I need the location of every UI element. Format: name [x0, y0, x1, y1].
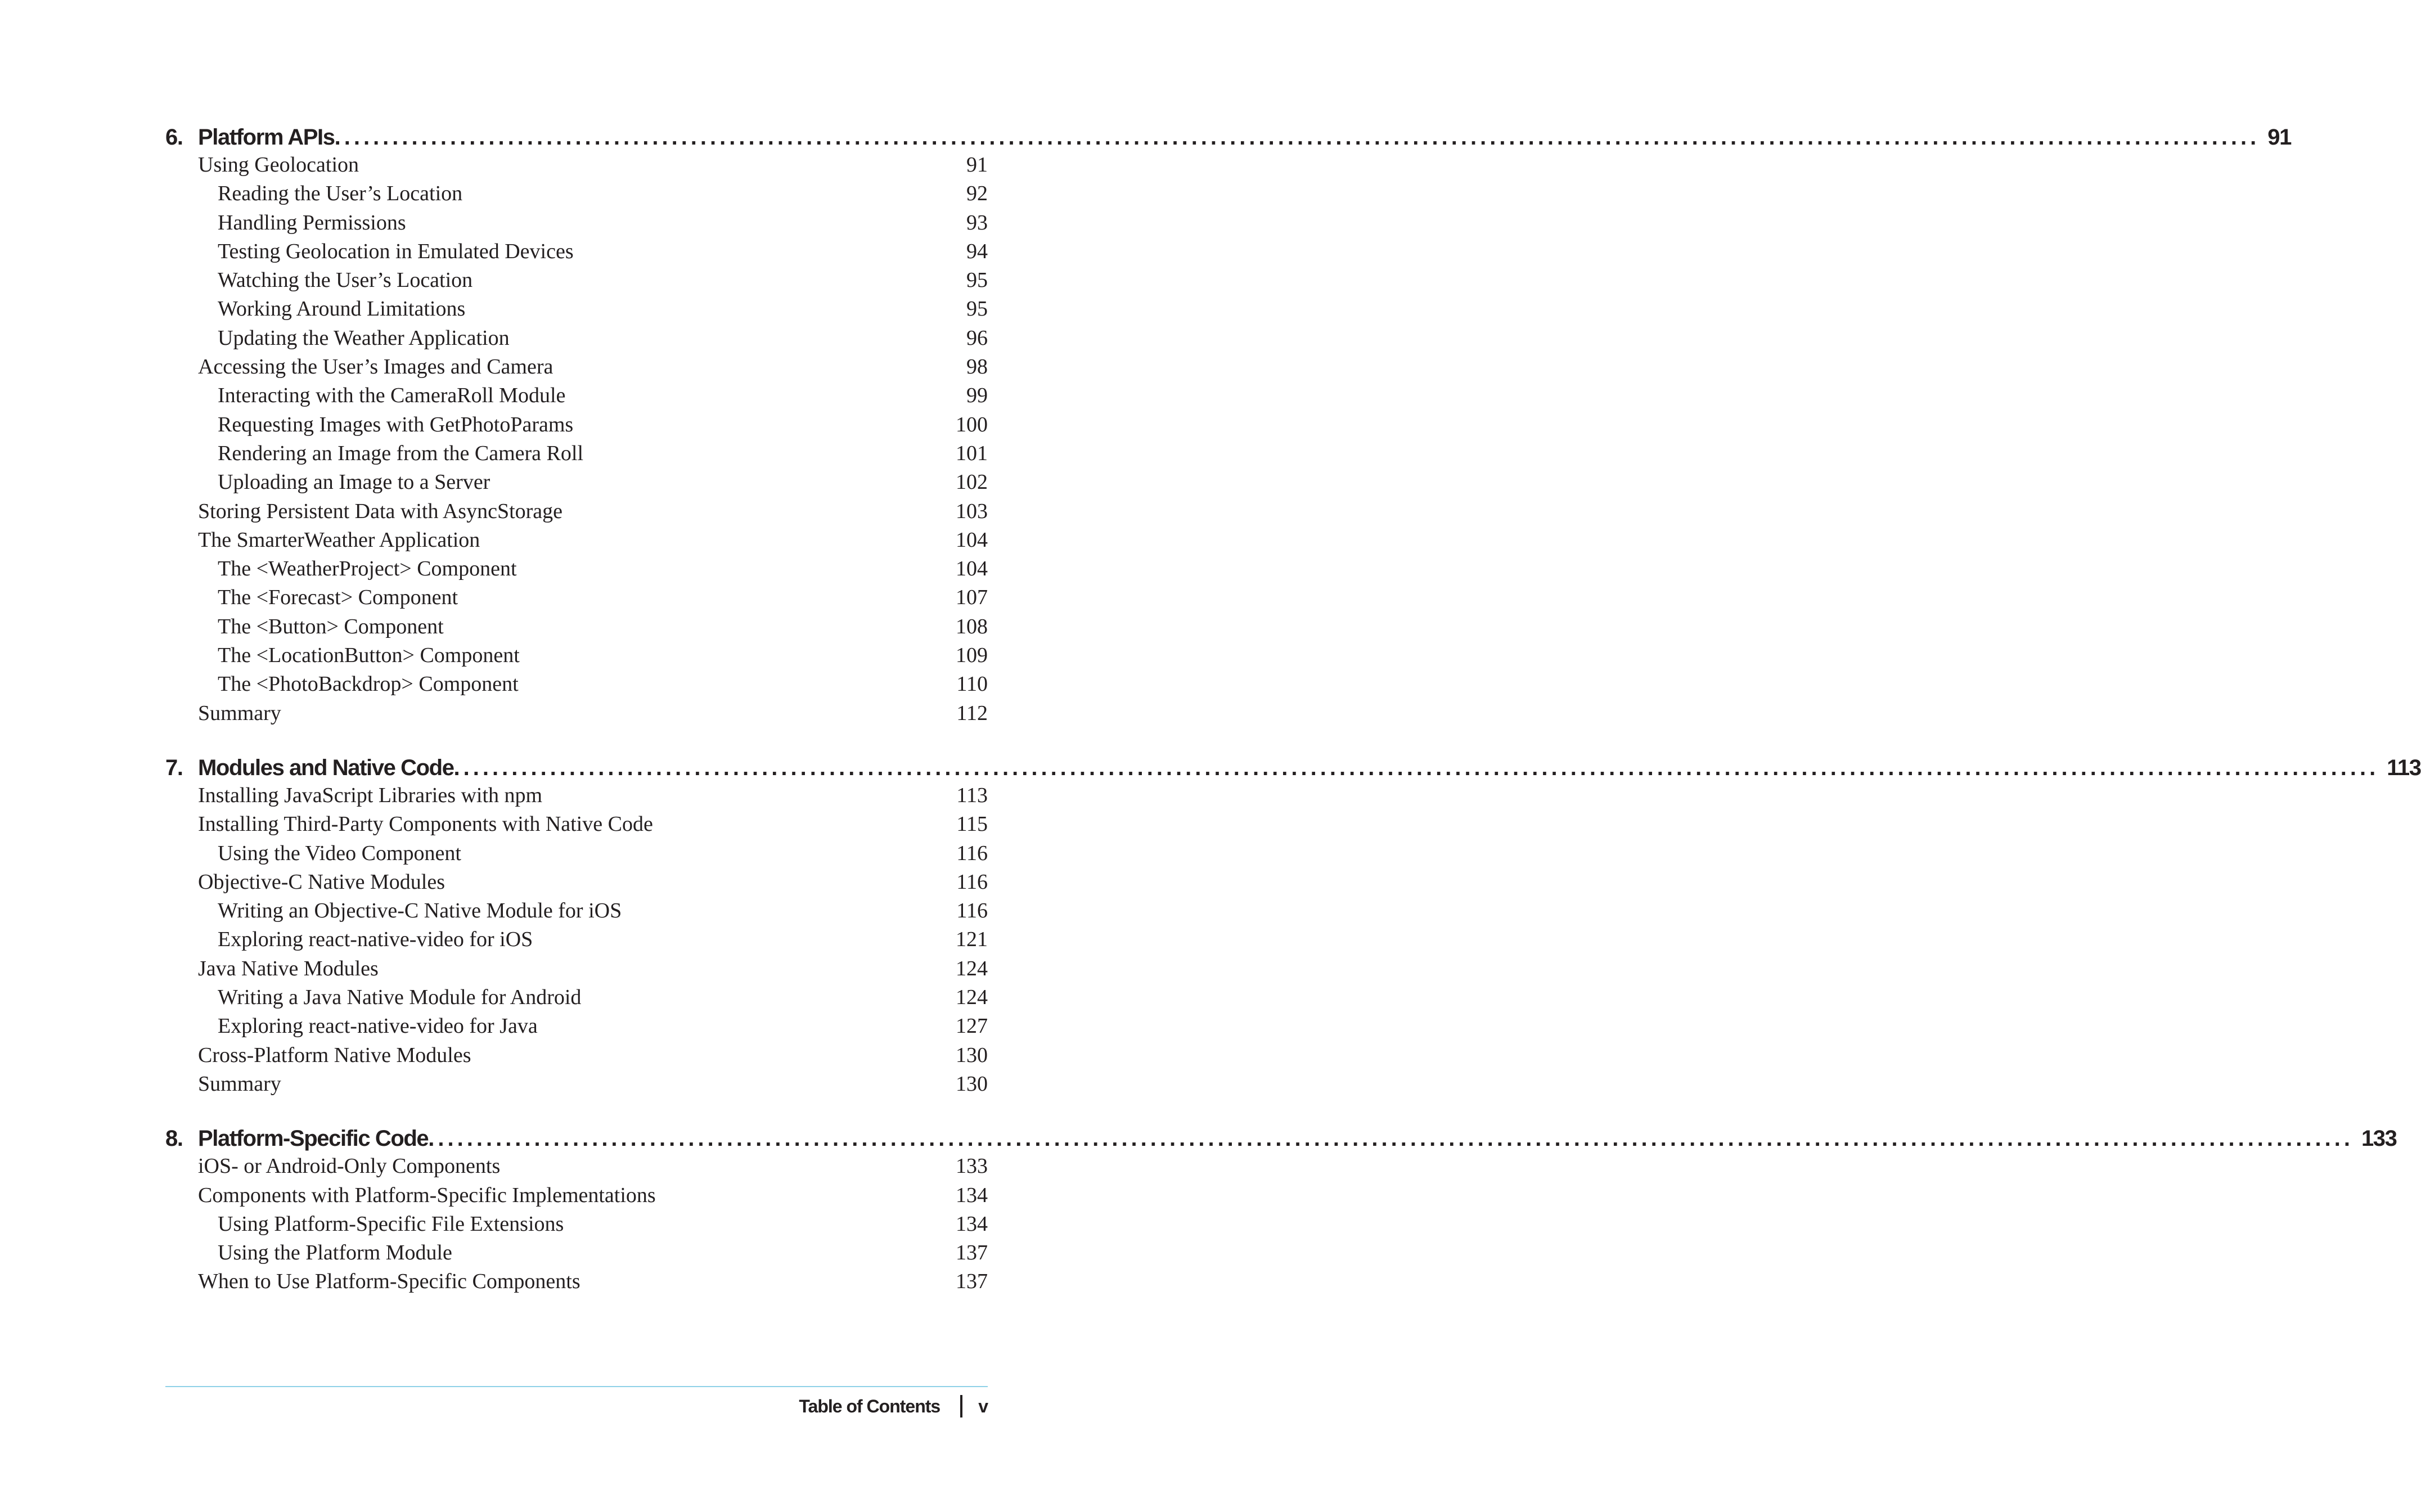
entry-page-number: 94 — [966, 239, 988, 263]
entry-page-number: 137 — [956, 1270, 988, 1294]
entry-page-number: 101 — [956, 441, 988, 465]
entry-page-number: 93 — [966, 210, 988, 235]
entry-title: Java Native Modules — [198, 956, 379, 980]
toc-subsection[interactable] — [165, 236, 988, 265]
entry-title: iOS- or Android-Only Components — [198, 1154, 501, 1178]
entry-title: Summary — [198, 701, 281, 725]
entry-title: Watching the User’s Location — [218, 268, 473, 292]
entry-page-number: 116 — [956, 841, 988, 865]
toc-subsection[interactable] — [165, 982, 988, 1011]
toc-subsection[interactable] — [165, 838, 988, 867]
toc-subsection[interactable] — [165, 640, 988, 669]
chapter-number: 7. — [165, 755, 183, 780]
entry-page-number: 91 — [966, 153, 988, 177]
entry-title: Rendering an Image from the Camera Roll — [218, 441, 584, 465]
toc-subsection[interactable] — [165, 1011, 988, 1040]
toc-section[interactable] — [165, 867, 988, 896]
toc-section[interactable] — [165, 496, 988, 525]
entry-title: Uploading an Image to a Server — [218, 470, 490, 494]
chapter-title: Platform-Specific Code — [198, 1126, 429, 1151]
toc-subsection[interactable] — [165, 294, 988, 322]
entry-page-number: 124 — [956, 956, 988, 980]
entry-title: Accessing the User’s Images and Camera — [198, 355, 554, 379]
entry-page-number: 127 — [956, 1014, 988, 1038]
page-footer — [799, 1395, 988, 1418]
entry-page-number: 115 — [956, 812, 988, 836]
entry-page-number: 100 — [956, 412, 988, 436]
toc-subsection[interactable] — [165, 467, 988, 496]
footer-separator — [960, 1395, 962, 1418]
chapter-page-number: 91 — [2267, 125, 2291, 150]
entry-page-number: 95 — [966, 297, 988, 321]
toc-subsection[interactable] — [165, 265, 988, 294]
entry-page-number: 124 — [956, 986, 988, 1010]
entry-page-number: 130 — [956, 1043, 988, 1067]
entry-title: Using Platform-Specific File Extensions — [218, 1212, 564, 1236]
entry-title: The <LocationButton> Component — [218, 644, 520, 668]
entry-title: Handling Permissions — [218, 210, 406, 235]
entry-title: Storing Persistent Data with AsyncStorage — [198, 499, 563, 523]
toc-subsection[interactable] — [165, 438, 988, 467]
toc-subsection[interactable] — [165, 582, 988, 611]
toc-section[interactable] — [165, 1151, 988, 1180]
entry-title: Requesting Images with GetPhotoParams — [218, 412, 574, 436]
entry-page-number: 113 — [956, 783, 988, 807]
toc-subsection[interactable] — [165, 1209, 988, 1238]
entry-page-number: 134 — [956, 1212, 988, 1236]
entry-page-number: 99 — [966, 384, 988, 408]
entry-page-number: 108 — [956, 614, 988, 638]
toc-section[interactable] — [165, 1069, 988, 1097]
entry-title: The <Forecast> Component — [218, 586, 458, 610]
toc-section[interactable] — [165, 1180, 988, 1209]
toc-subsection[interactable] — [165, 323, 988, 352]
entry-title: Using the Video Component — [218, 841, 461, 865]
entry-page-number: 96 — [966, 326, 988, 350]
entry-page-number: 134 — [956, 1183, 988, 1207]
entry-page-number: 121 — [956, 928, 988, 952]
dot-leader: ........................................................................................................................................................................................................ — [428, 1126, 2354, 1151]
entry-title: Interacting with the CameraRoll Module — [218, 384, 566, 408]
chapter-title-row — [198, 755, 2421, 781]
entry-title: Reading the User’s Location — [218, 182, 463, 206]
toc-subsection[interactable] — [165, 1238, 988, 1266]
toc-chapter[interactable] — [165, 1122, 2397, 1151]
entry-page-number: 92 — [966, 182, 988, 206]
entry-title: Writing a Java Native Module for Android — [218, 986, 582, 1010]
chapter-page-number: 133 — [2361, 1126, 2397, 1151]
toc-section[interactable] — [165, 150, 988, 178]
entry-title: The <PhotoBackdrop> Component — [218, 672, 519, 696]
entry-page-number: 130 — [956, 1072, 988, 1096]
entry-title: Testing Geolocation in Emulated Devices — [218, 239, 574, 263]
footer-page-number: v — [978, 1396, 988, 1416]
chapter-title: Modules and Native Code — [198, 755, 454, 780]
entry-page-number: 116 — [956, 899, 988, 923]
entry-page-number: 103 — [956, 499, 988, 523]
entry-title: The <WeatherProject> Component — [218, 557, 517, 581]
entry-title: Using Geolocation — [198, 153, 359, 177]
toc-chapter[interactable] — [165, 752, 2421, 780]
toc-section[interactable] — [165, 1040, 988, 1069]
entry-title: Working Around Limitations — [218, 297, 466, 321]
entry-title: Exploring react-native-video for Java — [218, 1014, 538, 1038]
chapter-page-number: 113 — [2387, 755, 2421, 780]
entry-page-number: 98 — [966, 355, 988, 379]
entry-page-number: 110 — [956, 672, 988, 696]
entry-page-number: 133 — [956, 1154, 988, 1178]
chapter-title: Platform APIs — [198, 125, 335, 150]
toc-section[interactable] — [165, 525, 988, 554]
toc-subsection[interactable] — [165, 410, 988, 438]
toc-chapter[interactable] — [165, 121, 2291, 150]
entry-title: Installing Third-Party Components with Native Code — [198, 812, 653, 836]
entry-title: Objective-C Native Modules — [198, 870, 446, 894]
footer-rule — [165, 1386, 988, 1387]
toc-section[interactable] — [165, 809, 988, 838]
entry-page-number: 109 — [956, 644, 988, 668]
entry-title: Writing an Objective-C Native Module for iOS — [218, 899, 622, 923]
table-of-contents — [165, 121, 2421, 1295]
entry-page-number: 102 — [956, 470, 988, 494]
dot-leader: ........................................................................................................................................................................................................ — [453, 755, 2379, 780]
entry-title: When to Use Platform-Specific Components — [198, 1270, 580, 1294]
footer-label: Table of Contents — [799, 1396, 940, 1416]
toc-subsection[interactable] — [165, 178, 988, 207]
entry-title: Installing JavaScript Libraries with npm — [198, 783, 543, 807]
toc-subsection[interactable] — [165, 669, 988, 698]
entry-page-number: 104 — [956, 557, 988, 581]
toc-section[interactable] — [165, 953, 988, 982]
entry-title: Using the Platform Module — [218, 1241, 452, 1265]
toc-subsection[interactable] — [165, 380, 988, 409]
toc-section[interactable] — [165, 780, 988, 809]
entry-title: Exploring react-native-video for iOS — [218, 928, 533, 952]
toc-subsection[interactable] — [165, 924, 988, 953]
chapter-number: 6. — [165, 125, 183, 150]
chapter-number: 8. — [165, 1126, 183, 1151]
entry-title: The SmarterWeather Application — [198, 528, 480, 552]
toc-section[interactable] — [165, 1266, 988, 1295]
chapter-title-row — [198, 1126, 2397, 1151]
entry-page-number: 116 — [956, 870, 988, 894]
toc-subsection[interactable] — [165, 611, 988, 640]
toc-subsection[interactable] — [165, 896, 988, 924]
entry-page-number: 107 — [956, 586, 988, 610]
entry-title: Components with Platform-Specific Implementations — [198, 1183, 656, 1207]
entry-page-number: 104 — [956, 528, 988, 552]
toc-section[interactable] — [165, 698, 988, 727]
chapter-title-row — [198, 125, 2291, 150]
toc-subsection[interactable] — [165, 208, 988, 236]
entry-title: Updating the Weather Application — [218, 326, 510, 350]
toc-subsection[interactable] — [165, 554, 988, 582]
entry-title: Cross-Platform Native Modules — [198, 1043, 471, 1067]
dot-leader: ........................................................................................................................................................................................................ — [334, 125, 2260, 150]
entry-title: The <Button> Component — [218, 614, 444, 638]
entry-title: Summary — [198, 1072, 281, 1096]
toc-section[interactable] — [165, 352, 988, 380]
entry-page-number: 112 — [956, 701, 988, 725]
entry-page-number: 95 — [966, 268, 988, 292]
entry-page-number: 137 — [956, 1241, 988, 1265]
